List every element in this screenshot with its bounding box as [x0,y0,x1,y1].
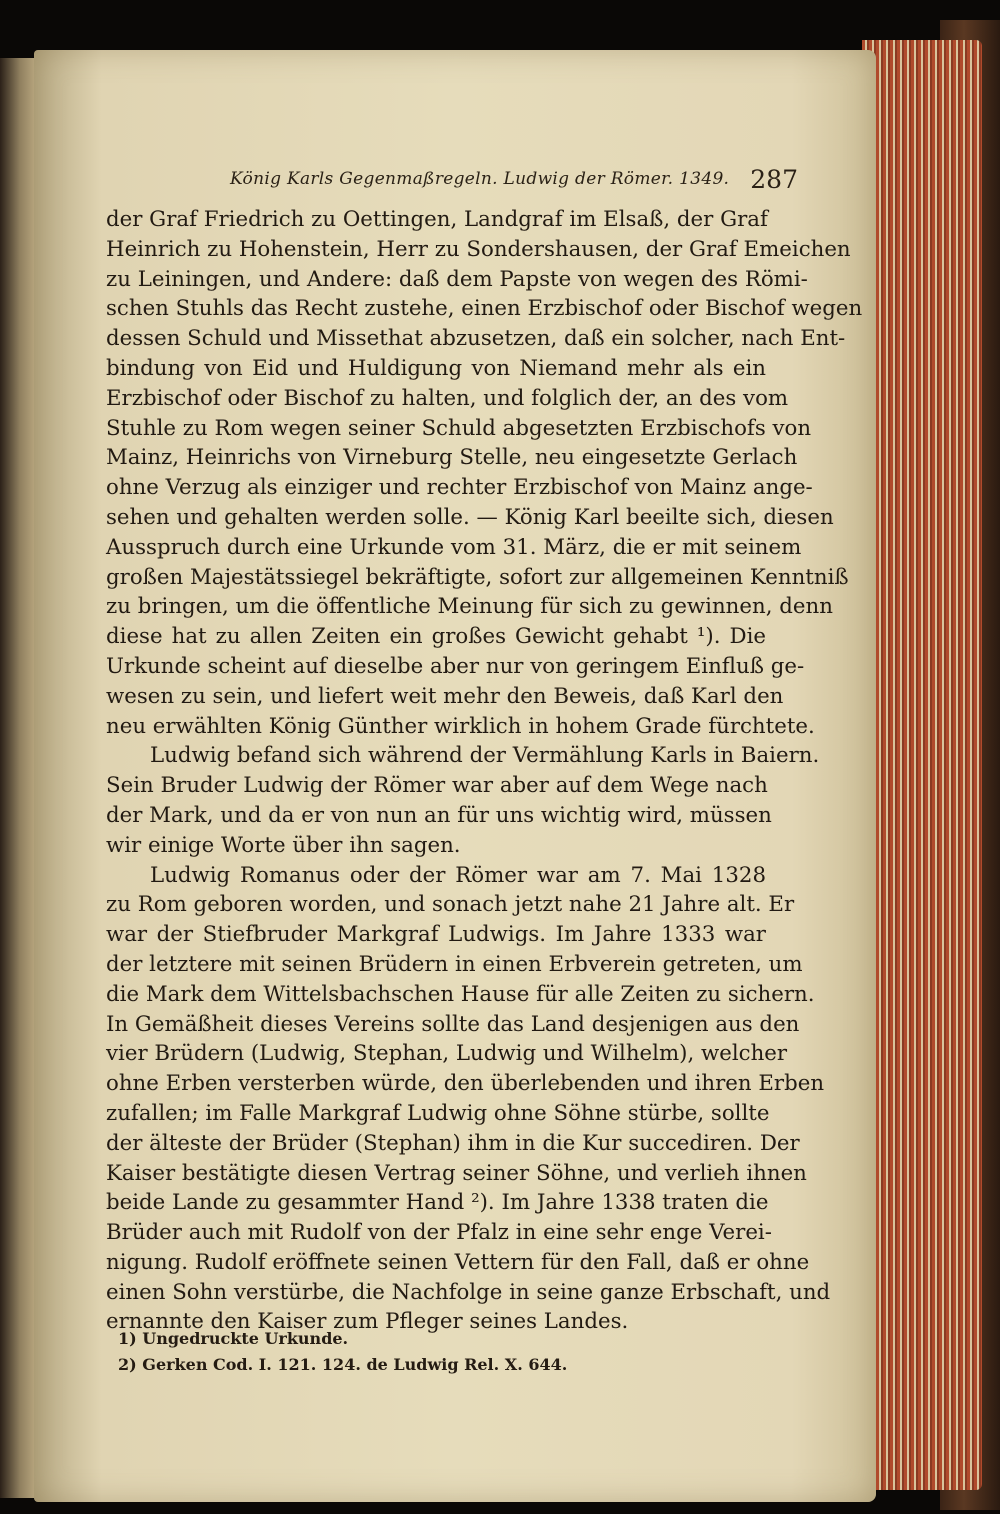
text-line: die Mark dem Wittelsbachschen Hause für alle Zeiten zu sichern. [106,981,815,1007]
text-line: der letztere mit seinen Brüdern in einen Erbverein getreten, um [106,951,803,977]
text-line: wir einige Worte über ihn sagen. [106,832,461,858]
text-line: sehen und gehalten werden solle. — König Karl beeilte sich, diesen [106,504,834,530]
text-line: Kaiser bestätigte diesen Vertrag seiner Söhne, und verlieh ihnen [106,1160,807,1186]
footnote [118,1352,758,1378]
text-line: Erzbischof oder Bischof zu halten, und folglich der, an des vom [106,385,789,411]
text-line: Brüder auch mit Rudolf von der Pfalz in eine sehr enge Verei- [106,1220,772,1246]
text-line: Ausspruch durch eine Urkunde vom 31. März, die er mit seinem [106,534,802,560]
text-line: dessen Schuld und Missethat abzusetzen, daß ein solcher, nach Ent- [106,326,846,352]
footnotes [118,1326,758,1378]
footnote-mark: 2) [118,1355,137,1374]
text-line: schen Stuhls das Recht zustehe, einen Erzbischof oder Bischof wegen [106,296,863,322]
text-line: wesen zu sein, und liefert weit mehr den Beweis, daß Karl den [106,683,784,709]
text-line: beide Lande zu gesammter Hand ²). Im Jahre 1338 traten die [106,1190,769,1216]
text-line: Urkunde scheint auf dieselbe aber nur von geringem Einfluß ge- [106,653,805,679]
page-edges [862,40,982,1490]
footnote-text: Gerken Cod. I. 121. 124. de Ludwig Rel. X. 644. [142,1355,568,1374]
text-line: Heinrich zu Hohenstein, Herr zu Sondershausen, der Graf Emeichen [106,236,851,262]
footnote-text: Ungedruckte Urkunde. [142,1329,349,1348]
paragraph [106,861,831,1338]
text-line: vier Brüdern (Ludwig, Stephan, Ludwig und Wilhelm), welcher [106,1041,788,1067]
text-line: Mainz, Heinrichs von Virneburg Stelle, neu eingesetzte Gerlach [106,445,798,471]
footnote-mark: 1) [118,1329,137,1348]
text-line: war der Stiefbruder Markgraf Ludwigs. Im Jahre 1333 war [106,922,766,948]
text-line: der Graf Friedrich zu Oettingen, Landgraf im Elsaß, der Graf [106,207,768,232]
text-line: ohne Erben versterben würde, den überlebenden und ihren Erben [106,1071,825,1097]
text-line: ernannte den Kaiser zum Pfleger seines Landes. [106,1309,629,1335]
facing-page-edge [0,58,36,1498]
page-number: 287 [750,165,798,194]
page-header [190,165,810,201]
text-line: Ludwig befand sich während der Vermählung Karls in Baiern. [150,743,820,769]
text-line: Ludwig Romanus oder der Römer war am 7. Mai 1328 [150,862,766,888]
text-line: einen Sohn verstürbe, die Nachfolge in seine ganze Erbschaft, und [106,1279,831,1305]
text-line: Stuhle zu Rom wegen seiner Schuld abgesetzten Erzbischofs von [106,415,812,441]
body-text [106,205,863,1337]
footnote [118,1326,758,1352]
text-line: großen Majestätssiegel bekräftigte, sofort zur allgemeinen Kenntniß [106,564,849,590]
text-line: ohne Verzug als einziger und rechter Erzbischof von Mainz ange- [106,475,813,501]
text-line: der Mark, und da er von nun an für uns wichtig wird, müssen [106,802,772,828]
text-line: Sein Bruder Ludwig der Römer war aber auf dem Wege nach [106,773,768,799]
text-line: der älteste der Brüder (Stephan) ihm in die Kur succediren. Der [106,1130,800,1156]
text-line: zu Leiningen, und Andere: daß dem Papste von wegen des Römi- [106,266,808,292]
text-line: zufallen; im Falle Markgraf Ludwig ohne Söhne stürbe, sollte [106,1100,770,1126]
text-line: nigung. Rudolf eröffnete seinen Vettern für den Fall, daß er ohne [106,1249,810,1275]
paragraph [106,741,820,860]
paragraph [106,205,863,741]
text-line: In Gemäßheit dieses Vereins sollte das Land desjenigen aus den [106,1011,800,1037]
text-line: bindung von Eid und Huldigung von Niemand mehr als ein [106,355,766,381]
running-title: König Karls Gegenmaßregeln. Ludwig der Römer. 1349. [230,169,730,189]
text-line: zu Rom geboren worden, und sonach jetzt nahe 21 Jahre alt. Er [106,892,795,918]
text-line: neu erwählten König Günther wirklich in hohem Grade fürchtete. [106,713,815,739]
text-line: diese hat zu allen Zeiten ein großes Gewicht gehabt ¹). Die [106,624,766,650]
text-line: zu bringen, um die öffentliche Meinung für sich zu gewinnen, denn [106,594,833,620]
